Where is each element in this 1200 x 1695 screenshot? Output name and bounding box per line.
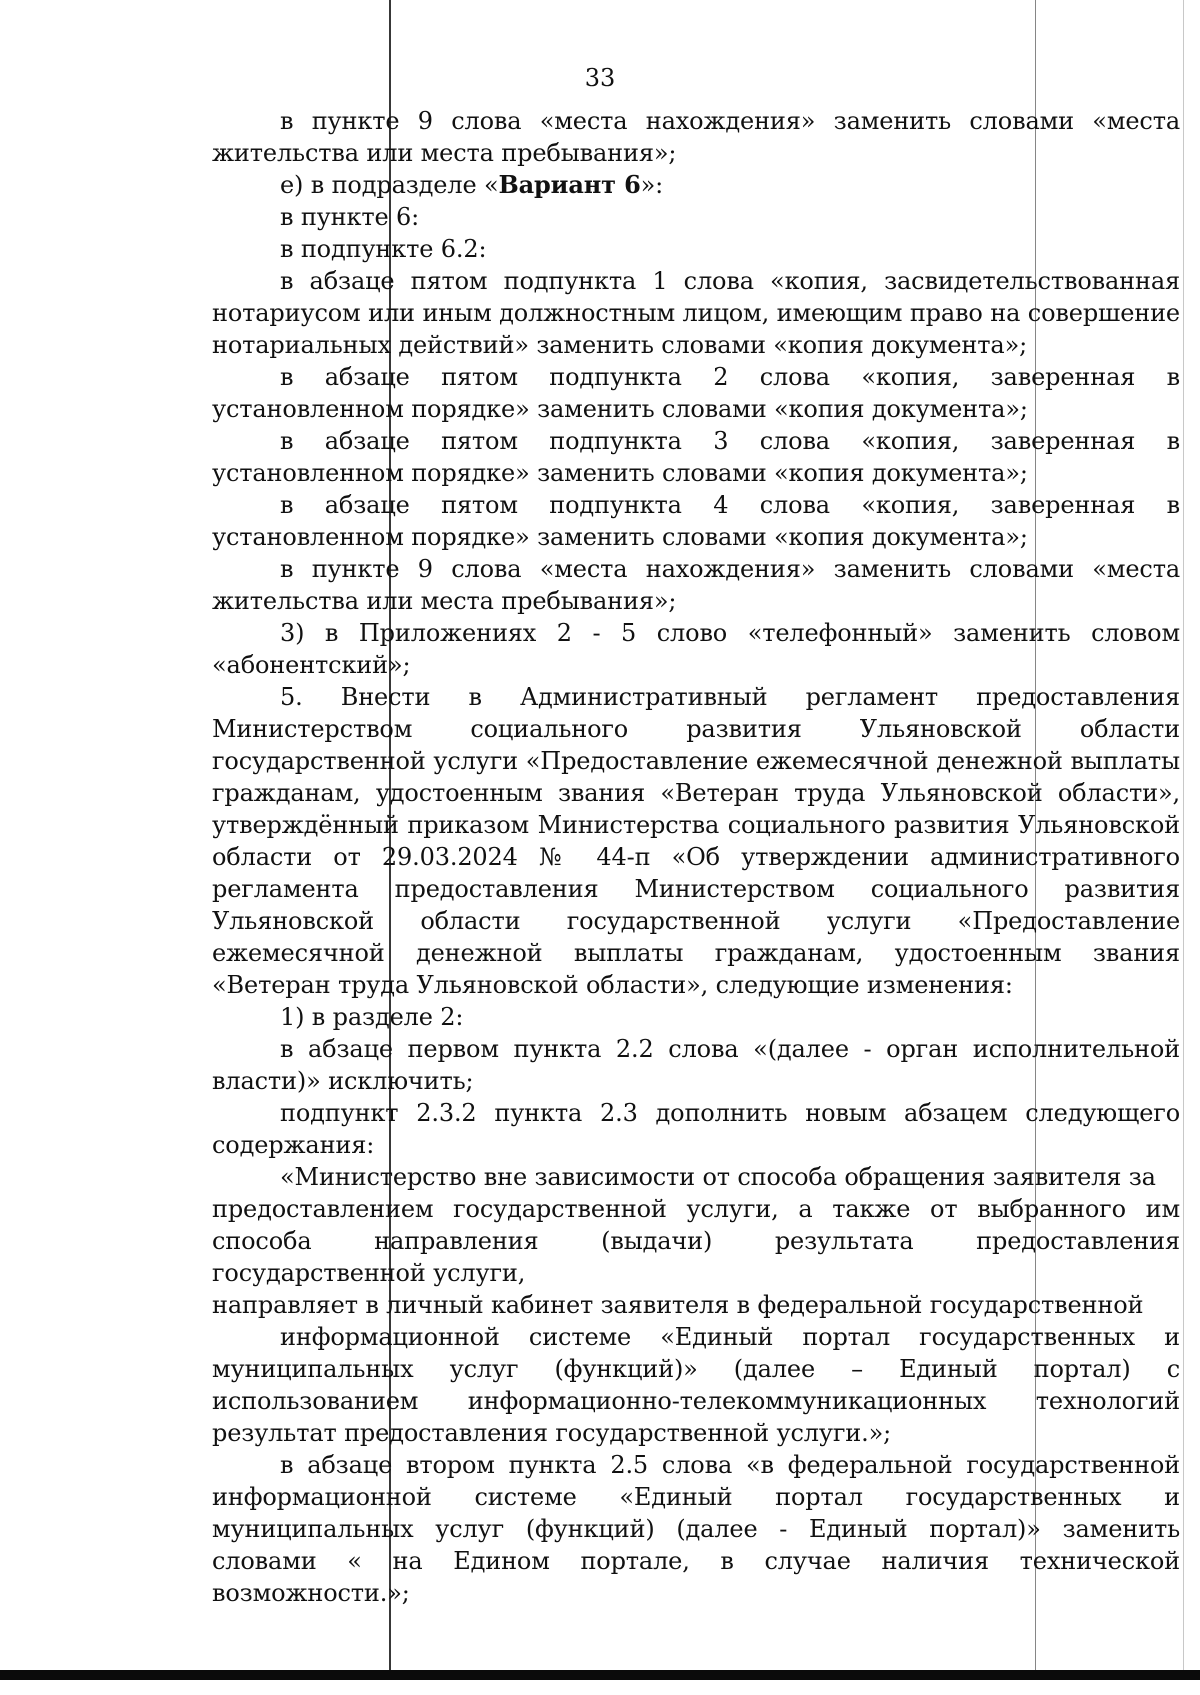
paragraph: в абзаце пятом подпункта 4 слова «копия, заверенная в установленном порядке» заменить словами «копия документа»; (212, 491, 1180, 551)
document-body (212, 105, 1180, 1609)
paragraph: 1) в разделе 2: (280, 1003, 464, 1031)
paragraph: в абзаце пятом подпункта 2 слова «копия, заверенная в установленном порядке» заменить словами «копия документа»; (212, 363, 1180, 423)
paragraph: 3) в Приложениях 2 - 5 слово «телефонный» заменить словом «абонентский»; (212, 619, 1180, 679)
quoted-paragraph: информационной системе «Единый портал государственных и муниципальных услуг (функций)» (далее – Единый портал) с использованием информационно-телекоммуникационных технологий результат предоставления государственной услуги.»; (212, 1323, 1180, 1447)
paragraph: в абзаце втором пункта 2.5 слова «в федеральной государственной информационной системе «Единый портал государственных и муниципальных услуг (функций) (далее - Единый портал)» заменить словами « на Едином портале, в случае наличия технической возможности.»; (212, 1451, 1180, 1607)
paragraph: в пункте 6: (280, 203, 420, 231)
paragraph: 5. Внести в Административный регламент предоставления Министерством социального развития Ульяновской области государственной услуги «Предоставление ежемесячной денежной выплаты гражданам, удостоенным звания «Ветеран труда Ульяновской области», утверждённый приказом Министерства социального развития Ульяновской области от 29.03.2024 № 44-п «Об утверждении административного регламента предоставления Министерством социального развития Ульяновской области государственной услуги «Предоставление ежемесячной денежной выплаты гражданам, удостоенным звания «Ветеран труда Ульяновской области», следующие изменения: (212, 683, 1180, 999)
paragraph: в абзаце первом пункта 2.2 слова «(далее - орган исполнительной власти)» исключить; (212, 1035, 1180, 1095)
paragraph: в абзаце пятом подпункта 1 слова «копия, засвидетельствованная нотариусом или иным должностным лицом, имеющим право на совершение нотариальных действий» заменить словами «копия документа»; (212, 267, 1180, 359)
paragraph-text: е) в подразделе « (280, 171, 499, 199)
quoted-paragraph-line: «Министерство вне зависимости от способа обращения заявителя за (280, 1163, 1156, 1191)
paragraph: в абзаце пятом подпункта 3 слова «копия, заверенная в установленном порядке» заменить словами «копия документа»; (212, 427, 1180, 487)
variant-title: Вариант 6 (498, 170, 641, 199)
page-number: 33 (584, 64, 616, 92)
scan-bottom-border (0, 1670, 1200, 1680)
scan-artifact-line (1183, 0, 1184, 1680)
quoted-paragraph-line: направляет в личный кабинет заявителя в федеральной государственной (212, 1291, 1144, 1319)
paragraph: в пункте 9 слова «места нахождения» заменить словами «места жительства или места пребывания»; (212, 555, 1180, 615)
paragraph: подпункт 2.3.2 пункта 2.3 дополнить новым абзацем следующего содержания: (212, 1099, 1180, 1159)
paragraph: в подпункте 6.2: (280, 235, 487, 263)
paragraph: в пункте 9 слова «места нахождения» заменить словами «места жительства или места пребывания»; (212, 107, 1180, 167)
paragraph-text: »: (640, 171, 664, 199)
paragraph-subsection-heading (212, 169, 1180, 201)
quoted-paragraph: предоставлением государственной услуги, а также от выбранного им способа направления (выдачи) результата предоставления государственной услуги, (212, 1195, 1180, 1287)
